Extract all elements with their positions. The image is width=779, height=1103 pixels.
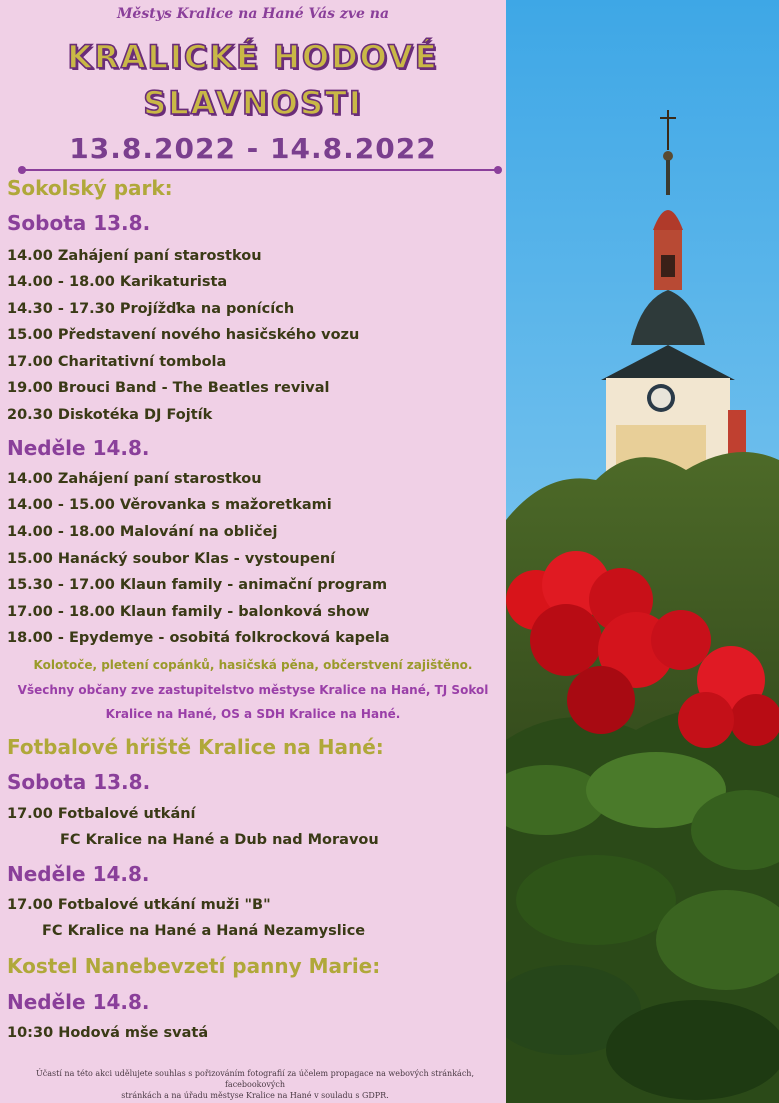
poster-title-line2: SLAVNOSTI	[143, 84, 363, 122]
invitation-line2: Kralice na Hané, OS a SDH Kralice na Hané.	[105, 707, 401, 721]
invitation-line1: Všechny občany zve zastupitelstvo městyse Kralice na Hané, TJ Sokol	[17, 683, 489, 697]
schedule-item: 17.00 Charitativní tombola	[7, 354, 227, 370]
schedule-item: 17.00 Fotbalové utkání muži "B"	[7, 897, 271, 913]
leaves	[506, 752, 779, 1100]
schedule-item: 15.00 Představení nového hasičského vozu	[7, 327, 360, 343]
schedule-item: 20.30 Diskotéka DJ Fojtík	[7, 407, 213, 423]
photo-illustration	[506, 0, 779, 1103]
extras-note: Kolotoče, pletení copánků, hasičská pěna, občerstvení zajištěno.	[33, 658, 473, 672]
gdpr-line1: Účastí na této akci udělujete souhlas s pořizováním fotografií za účelem propagace na webových stránkách, facebookových	[36, 1069, 474, 1089]
schedule-item: 14.00 Zahájení paní starostkou	[7, 471, 262, 487]
schedule-item: 15.30 - 17.00 Klaun family - animační program	[7, 577, 388, 593]
park-saturday-label: Sobota 13.8.	[7, 211, 151, 235]
schedule-item: 19.00 Brouci Band - The Beatles revival	[7, 380, 330, 396]
gdpr-line2: stránkách a na úřadu městyse Kralice na Hané v souladu s GDPR.	[121, 1091, 389, 1100]
match-line: FC Kralice na Hané a Dub nad Moravou	[60, 832, 379, 848]
schedule-item: 14.00 - 18.00 Karikaturista	[7, 274, 228, 290]
schedule-item: 14.00 - 15.00 Věrovanka s mažoretkami	[7, 497, 332, 513]
schedule-item: 14.30 - 17.30 Projížďka na ponících	[7, 301, 295, 317]
schedule-item: 15.00 Hanácký soubor Klas - vystoupení	[7, 551, 336, 567]
schedule-item: 14.00 - 18.00 Malování na obličej	[7, 524, 278, 540]
schedule-item: 14.00 Zahájení paní starostkou	[7, 248, 262, 264]
church-sunday-label: Neděle 14.8.	[7, 990, 150, 1014]
church-flower-photo	[506, 0, 779, 1103]
schedule-item: 17.00 - 18.00 Klaun family - balonková show	[7, 604, 370, 620]
event-dates: 13.8.2022 - 14.8.2022	[69, 132, 437, 165]
divider-rule	[22, 169, 498, 171]
invite-line: Městys Kralice na Hané Vás zve na	[116, 6, 390, 22]
football-saturday-label: Sobota 13.8.	[7, 770, 151, 794]
poster-title-line1: KRALICKÉ HODOVÉ	[67, 38, 439, 76]
match-line: FC Kralice na Hané a Haná Nezamyslice	[42, 923, 366, 939]
schedule-item: 18.00 - Epydemye - osobitá folkrocková kapela	[7, 630, 390, 646]
park-heading: Sokolský park:	[7, 176, 173, 200]
gdpr-footer	[20, 1068, 490, 1101]
schedule-item: 10:30 Hodová mše svatá	[7, 1025, 209, 1041]
football-heading: Fotbalové hřiště Kralice na Hané:	[7, 735, 384, 759]
church-heading: Kostel Nanebevzetí panny Marie:	[7, 954, 381, 978]
football-sunday-label: Neděle 14.8.	[7, 862, 150, 886]
schedule-item: 17.00 Fotbalové utkání	[7, 806, 196, 822]
park-sunday-label: Neděle 14.8.	[7, 436, 150, 460]
